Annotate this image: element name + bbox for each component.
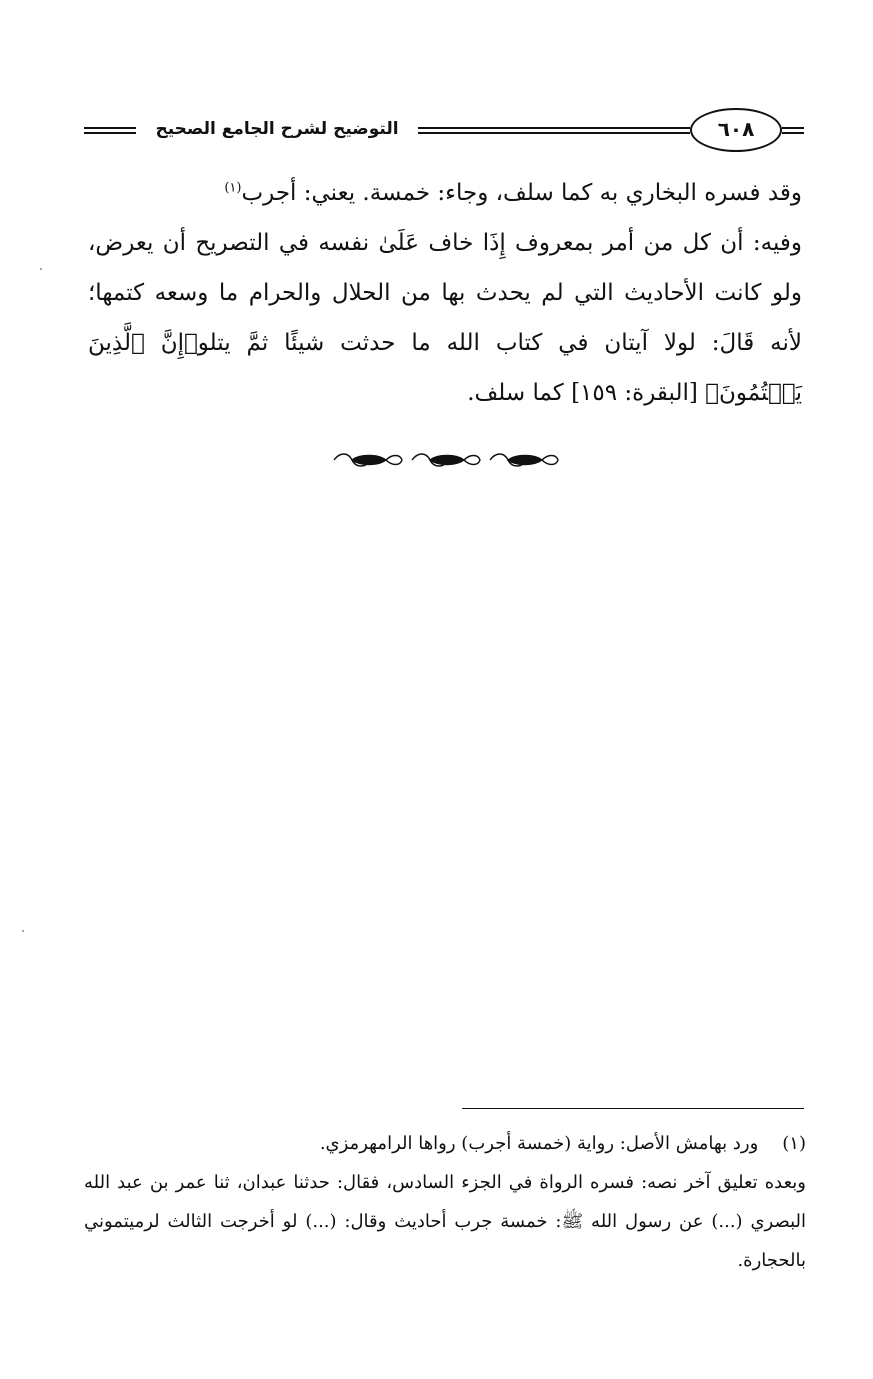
ornament-segment [334,454,402,466]
running-title: التوضيح لشرح الجامع الصحيح [155,119,399,139]
paragraph-1-text: وقد فسره البخاري به كما سلف، وجاء: خمسة. يعني: أجرب [241,180,802,206]
floral-divider-icon [330,448,562,472]
paragraph-2-text: وفيه: أن كل من أمر بمعروف إِذَا خاف عَلَىٰ نفسه في التصريح أن يعرض، ولو كانت الأحاديث التي لم يحدث بها من الحلال والحرام ما وسعه كتمها؛ لأنه قَالَ: لولا آيتان في كتاب الله ما حدثت شيئًا ثمَّ يتلو [88,230,802,356]
header-rule-right [782,127,804,134]
main-text [88,168,802,418]
ornament-segment [412,454,480,466]
quran-citation: [البقرة: ١٥٩] كما سلف. [467,380,698,406]
scan-speck [22,930,24,932]
page-header [84,108,804,160]
quran-quote: ﴿إِنَّ ٱلَّذِينَ يَكۡتُمُونَ﴾ [88,330,802,406]
paragraph-2 [88,218,802,418]
ornament-segment [490,454,558,466]
footnotes [84,1124,806,1280]
footnote-1 [84,1124,806,1163]
footnote-number: (١) [782,1133,806,1154]
footnote-reference[interactable]: (١) [224,180,242,196]
header-rule-center [418,127,690,134]
footnote-1-text: ورد بهامش الأصل: رواية (خمسة أجرب) رواها الرامهرمزي. [319,1133,759,1154]
header-rule-left [84,127,136,134]
page-number: ٦٠٨ [690,108,782,152]
footnote-separator [462,1108,804,1109]
scan-speck [40,268,42,270]
paragraph-1 [88,168,802,218]
footnote-1-continuation: وبعده تعليق آخر نصه: فسره الرواة في الجزء السادس، فقال: حدثنا عبدان، ثنا عمر بن عبد الله البصري (...) عن رسول الله ﷺ: خمسة جرب أحاديث وقال: (...) لو أخرجت الثالث لرميتموني بالحجارة. [84,1172,806,1271]
